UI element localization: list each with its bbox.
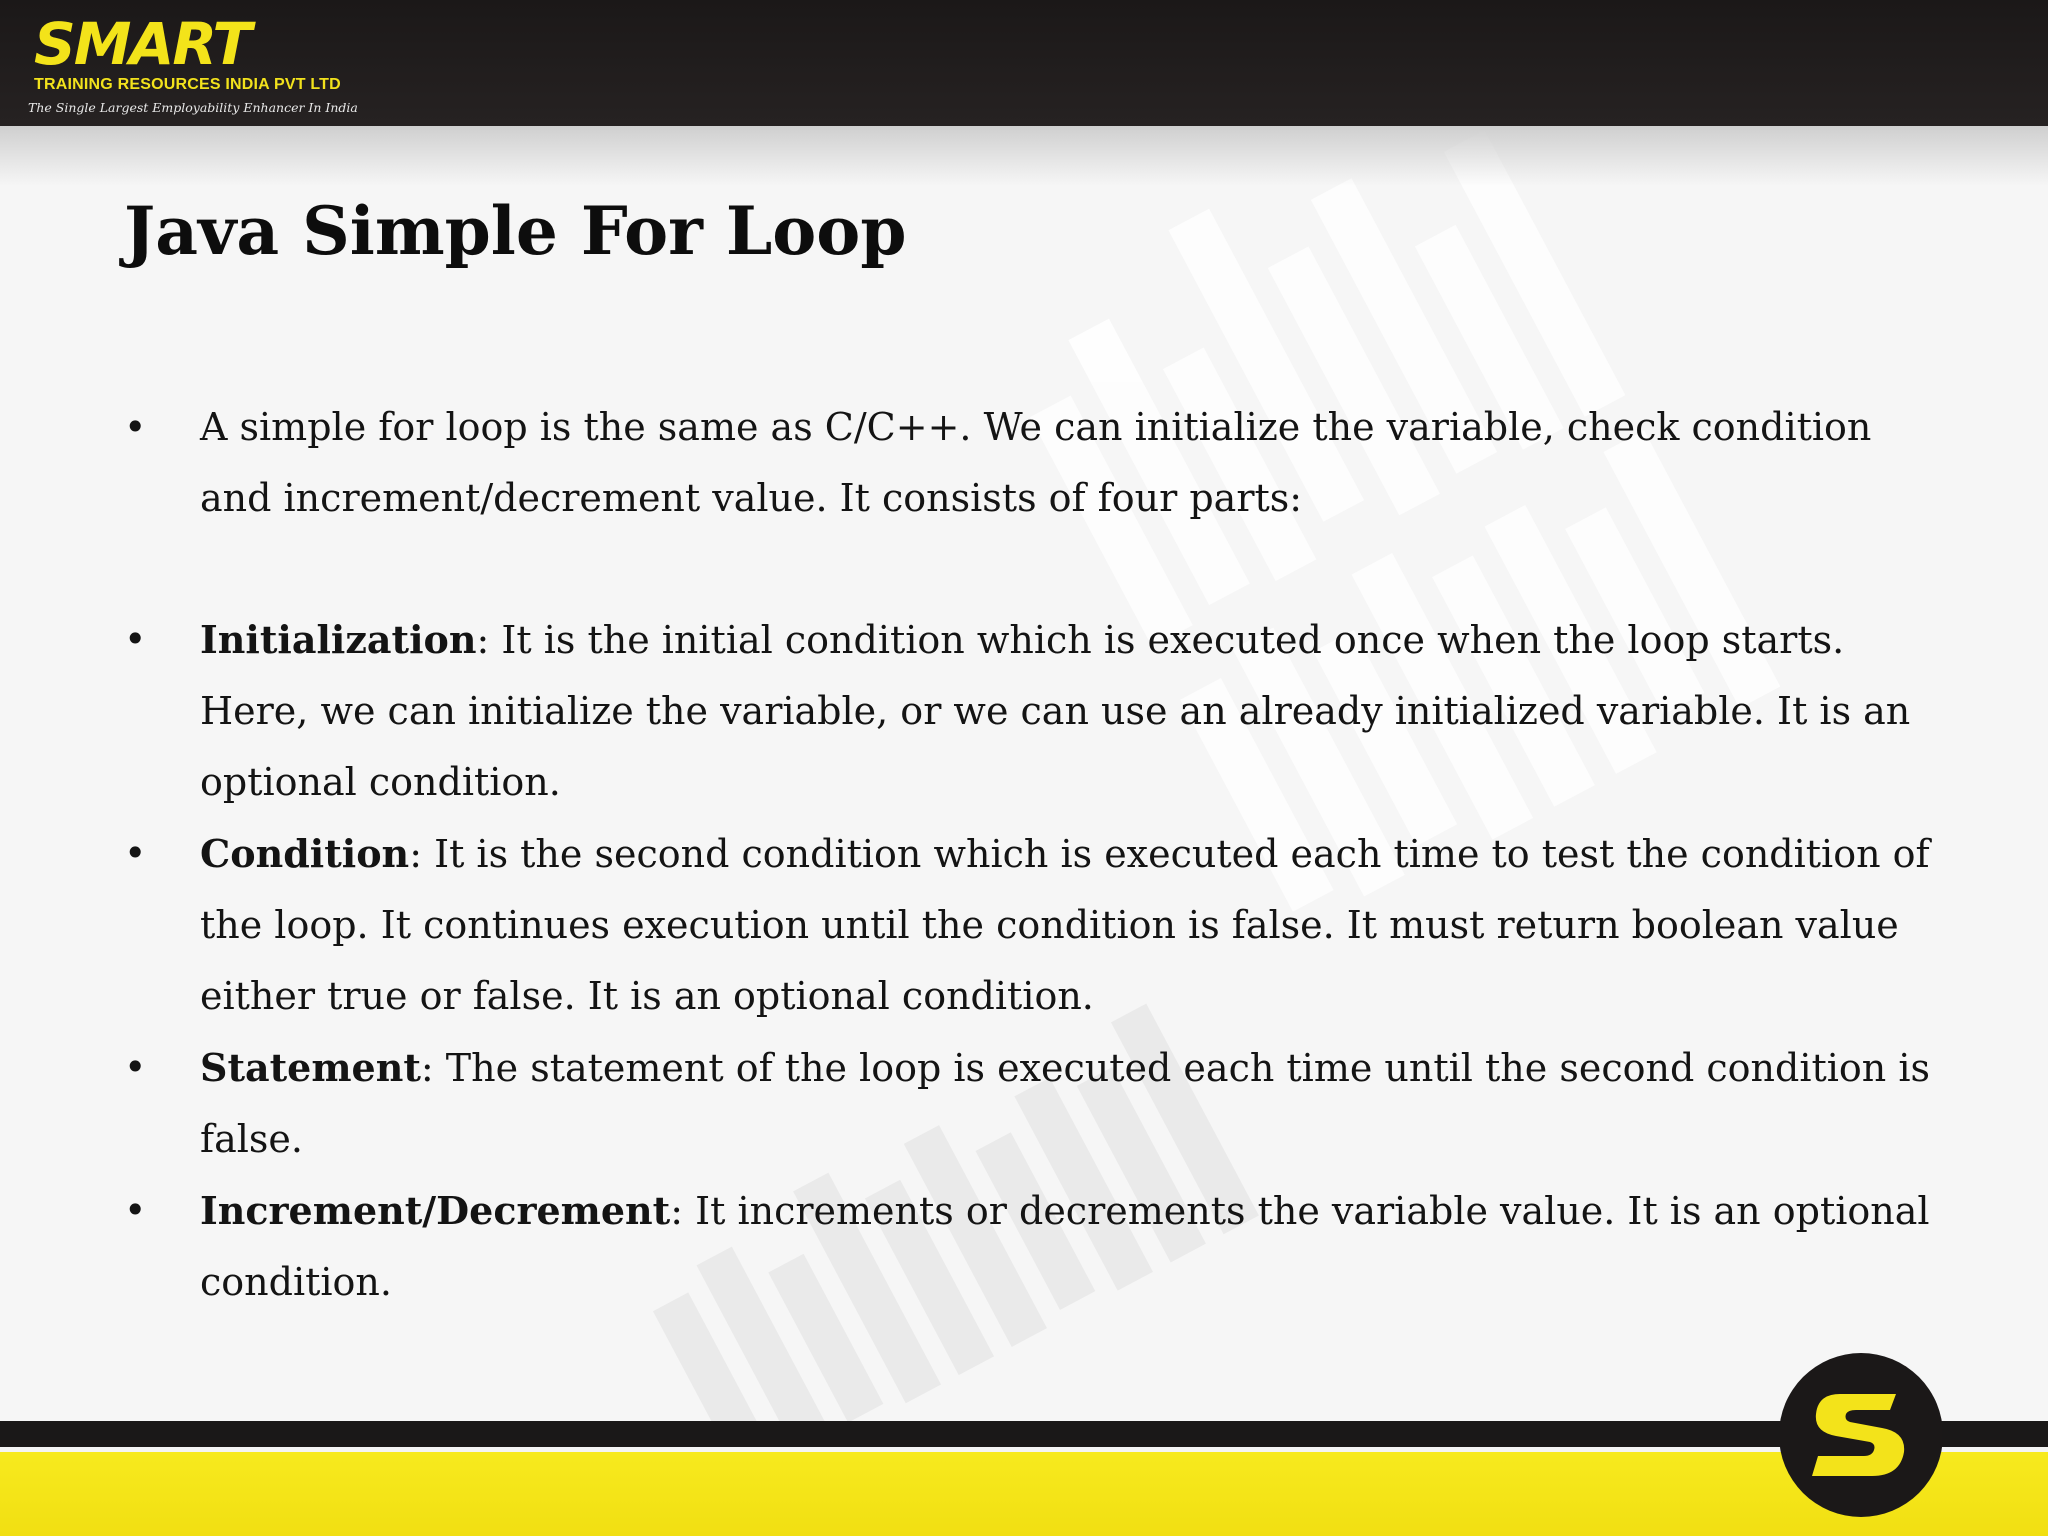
part-term: Increment/Decrement — [200, 1188, 671, 1233]
part-statement — [124, 1032, 1954, 1175]
slide-title: Java Simple For Loop — [124, 192, 907, 270]
logo-company-name: TRAINING RESOURCES INDIA PVT LTD — [34, 76, 341, 93]
logo-tagline: The Single Largest Employability Enhancer In India — [28, 100, 358, 115]
s-logo-icon — [1778, 1352, 1944, 1518]
intro-bullet — [124, 392, 1954, 534]
part-term: Statement — [200, 1045, 421, 1090]
part-condition — [124, 818, 1954, 1032]
header-shadow — [0, 126, 2048, 186]
bullet-dot: • — [124, 617, 147, 661]
bullet-dot: • — [124, 405, 147, 449]
footer-yellow-band — [0, 1452, 2048, 1536]
part-increment-decrement — [124, 1175, 1954, 1318]
slide-content — [124, 392, 1954, 1318]
header-bar — [0, 0, 2048, 126]
bullet-dot: • — [124, 831, 147, 875]
intro-text: A simple for loop is the same as C/C++. We can initialize the variable, check condition and increment/decrement value. It consists of four parts: — [200, 405, 1872, 520]
part-text: : It increments or decrements the variable value. It is an optional condition. — [200, 1189, 1930, 1304]
bullet-dot: • — [124, 1045, 147, 1089]
footer-dark-stripe — [0, 1421, 2048, 1447]
spacer — [124, 534, 1954, 604]
part-text: : It is the initial condition which is executed once when the loop starts. Here, we can initialize the variable, or we can use an already initialized variable. It is an optional condition. — [200, 618, 1911, 804]
part-term: Initialization — [200, 617, 477, 662]
smart-wordmark-icon — [32, 16, 382, 72]
smart-logo — [28, 12, 388, 115]
part-text: : It is the second condition which is executed each time to test the condition of the loop. It continues execution until the condition is false. It must return boolean value either true or false. It is an optional condition. — [200, 832, 1930, 1018]
part-initialization — [124, 604, 1954, 818]
bullet-dot: • — [124, 1188, 147, 1232]
svg-text:SMART: SMART — [34, 16, 250, 72]
part-text: : The statement of the loop is executed each time until the second condition is false. — [200, 1046, 1930, 1161]
part-term: Condition — [200, 831, 410, 876]
